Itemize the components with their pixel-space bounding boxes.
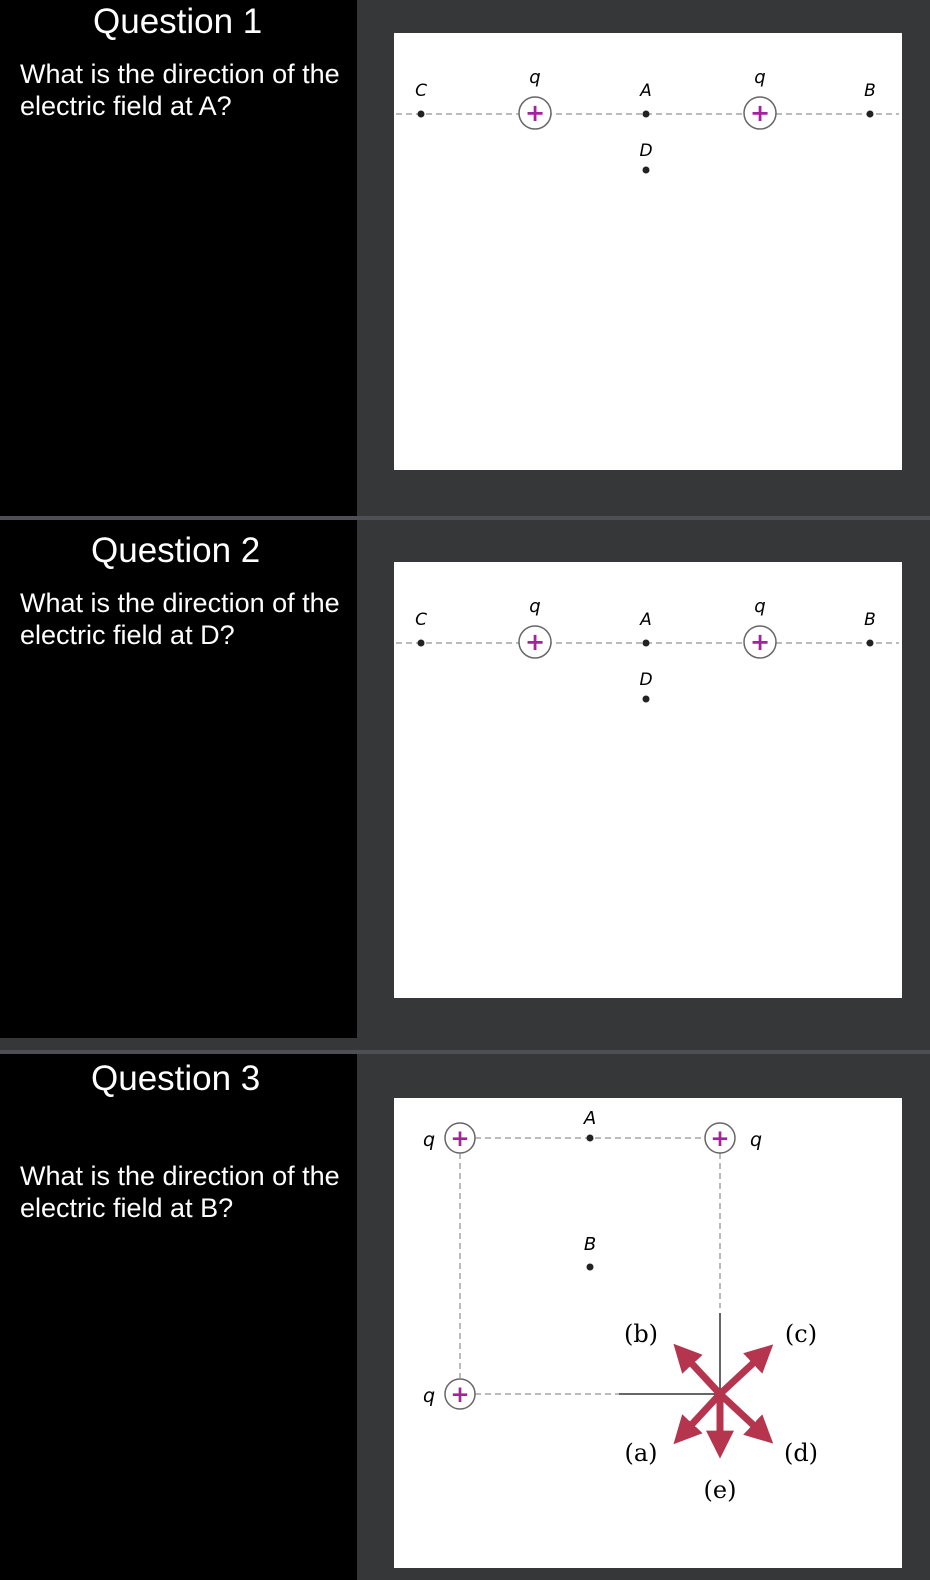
point-c <box>418 111 425 118</box>
question-panel <box>0 520 357 1038</box>
point-c <box>418 640 425 647</box>
slide-question-1 <box>0 0 930 518</box>
charge-plus-sign: + <box>524 628 546 656</box>
point-b <box>867 640 874 647</box>
direction-arrows <box>682 1353 764 1446</box>
question-text: What is the direction of the electric field at D? <box>20 588 340 650</box>
label-q: q <box>529 596 541 617</box>
label-q: q <box>422 1129 436 1151</box>
point-a <box>643 640 650 647</box>
charge-plus-sign: + <box>524 99 546 127</box>
label-d: D <box>639 141 653 161</box>
slide-question-3 <box>0 1054 930 1580</box>
label-c: C <box>415 81 427 101</box>
charge-plus-sign: + <box>450 1126 470 1152</box>
label-c: C <box>415 610 427 630</box>
option-b: (b) <box>623 1320 659 1348</box>
label-q: q <box>529 67 541 88</box>
arrow-a <box>682 1394 720 1435</box>
question-text: What is the direction of the electric field at A? <box>20 59 340 121</box>
charge-figure <box>394 33 902 470</box>
point-d <box>643 167 650 174</box>
label-b: B <box>583 1234 597 1255</box>
point-b <box>867 111 874 118</box>
question-title: Question 3 <box>91 1059 261 1098</box>
option-a: (a) <box>624 1439 658 1467</box>
label-b: B <box>864 610 876 630</box>
option-d: (d) <box>783 1439 819 1467</box>
label-b: B <box>864 81 876 101</box>
label-a: A <box>640 610 652 630</box>
label-d: D <box>639 670 653 690</box>
label-a: A <box>640 81 652 101</box>
slide-question-2 <box>0 520 930 1038</box>
point-a <box>643 111 650 118</box>
label-q: q <box>754 67 766 88</box>
charge-figure <box>394 1098 902 1568</box>
question-title: Question 2 <box>91 531 261 570</box>
charge-plus-sign: + <box>710 1126 730 1152</box>
point-b <box>587 1264 594 1271</box>
charge-plus-sign: + <box>749 628 771 656</box>
label-q: q <box>754 596 766 617</box>
label-q: q <box>422 1385 436 1407</box>
point-a <box>587 1135 594 1142</box>
option-e: (e) <box>703 1476 737 1504</box>
arrow-d <box>720 1394 764 1435</box>
point-d <box>643 696 650 703</box>
charge-plus-sign: + <box>749 99 771 127</box>
arrow-b <box>682 1353 720 1394</box>
charge-plus-sign: + <box>450 1382 470 1408</box>
question-panel <box>0 0 357 518</box>
option-c: (c) <box>784 1320 818 1348</box>
charge-figure <box>394 562 902 998</box>
arrow-c <box>720 1353 764 1394</box>
question-panel <box>0 1054 357 1580</box>
question-title: Question 1 <box>93 2 263 41</box>
question-text: What is the direction of the electric field at B? <box>20 1161 340 1223</box>
label-q: q <box>749 1129 763 1151</box>
label-a: A <box>583 1108 597 1129</box>
